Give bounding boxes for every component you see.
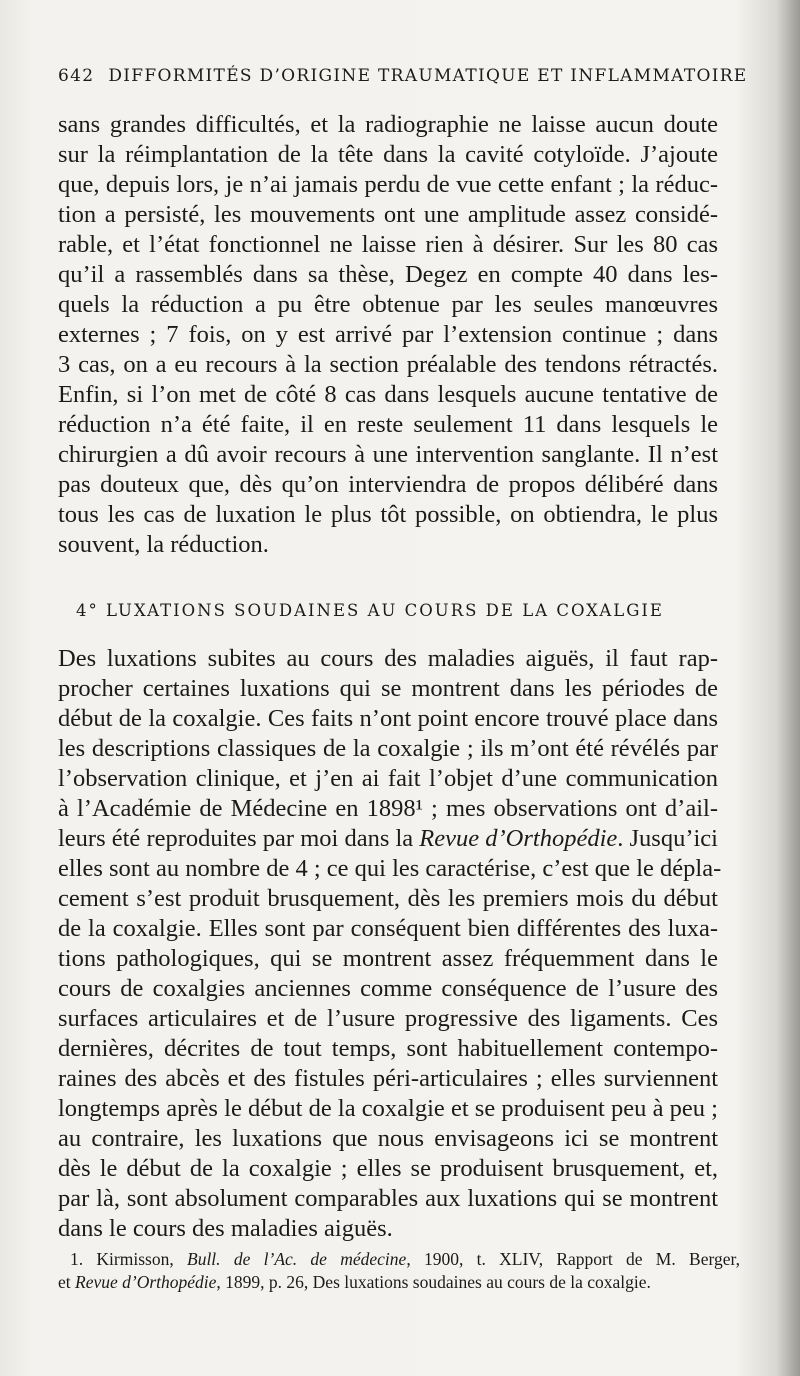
text-line: dès le début de la coxalgie ; elles se produisent brusquement, et, [58, 1155, 718, 1182]
text-line: souvent, la réduction. [58, 531, 269, 558]
text-line: tion a persisté, les mouvements ont une amplitude assez considé- [58, 201, 718, 228]
text-line: les descriptions classiques de la coxalgie ; ils m’ont été révélés par [58, 735, 718, 762]
paragraph-continuation [58, 110, 718, 560]
text-line: rable, et l’état fonctionnel ne laisse rien à désirer. Sur les 80 cas [58, 231, 718, 258]
footnote-line: 1. Kirmisson, Bull. de l’Ac. de médecine, 1900, t. XLIV, Rapport de M. Berger, [70, 1249, 741, 1269]
text-line: cours de coxalgies anciennes comme conséquence de l’usure des [58, 975, 718, 1002]
text-line: réduction n’a été faite, il en reste seulement 11 dans lesquels le [58, 411, 718, 438]
footnote-line: et Revue d’Orthopédie, 1899, p. 26, Des luxations soudaines au cours de la coxalgie. [58, 1272, 651, 1292]
running-header [58, 66, 748, 86]
text-line: chirurgien a dû avoir recours à une intervention sanglante. Il n’est [58, 441, 718, 468]
text-line: procher certaines luxations qui se montrent dans les périodes de [58, 675, 718, 702]
text-line: sans grandes difficultés, et la radiographie ne laisse aucun doute [58, 111, 718, 138]
text-line: que, depuis lors, je n’ai jamais perdu de vue cette enfant ; la réduc- [58, 171, 718, 198]
text-line: dans le cours des maladies aiguës. [58, 1215, 393, 1242]
text-line: pas douteux que, dès qu’on interviendra de propos délibéré dans [58, 471, 718, 498]
text-line: Enfin, si l’on met de côté 8 cas dans lesquels aucune tentative de [58, 381, 718, 408]
text-line: dernières, décrites de tout temps, sont habituellement contempo- [58, 1035, 718, 1062]
text-line: cement s’est produit brusquement, dès les premiers mois du début [58, 885, 718, 912]
text-line: externes ; 7 fois, on y est arrivé par l’extension continue ; dans [58, 321, 718, 348]
text-line: raines des abcès et des fistules péri-articulaires ; elles surviennent [58, 1065, 718, 1092]
text-line: sur la réimplantation de la tête dans la cavité cotyloïde. J’ajoute [58, 141, 718, 168]
text-line: qu’il a rassemblés dans sa thèse, Degez en compte 40 dans les- [58, 261, 718, 288]
text-line: tous les cas de luxation le plus tôt possible, on obtiendra, le plus [58, 501, 718, 528]
text-line: longtemps après le début de la coxalgie et se produisent peu à peu ; [58, 1095, 718, 1122]
footnote-marker: 1. [70, 1249, 84, 1269]
text-line: surfaces articulaires et de l’usure progressive des ligaments. Ces [58, 1005, 718, 1032]
journal-title: Revue d’Orthopédie [419, 825, 618, 852]
text-line: par là, sont absolument comparables aux luxations qui se montrent [58, 1185, 718, 1212]
text-line: tions pathologiques, qui se montrent assez fréquemment dans le [58, 945, 718, 972]
footnote [58, 1248, 740, 1294]
page-number: 642 [58, 66, 95, 86]
running-title: DIFFORMITÉS D’ORIGINE TRAUMATIQUE ET INFLAMMATOIRE [108, 66, 748, 86]
text-line: quels la réduction a pu être obtenue par les seules manœuvres [58, 291, 718, 318]
text-line: Des luxations subites au cours des maladies aiguës, il faut rap- [58, 645, 718, 672]
text-line: à l’Académie de Médecine en 1898¹ ; mes observations ont d’ail- [58, 795, 718, 822]
text-line: l’observation clinique, et j’en ai fait l’objet d’une communication [58, 765, 718, 792]
text-line: 3 cas, on a eu recours à la section préalable des tendons rétractés. [58, 351, 718, 378]
text-line: de la coxalgie. Elles sont par conséquent bien différentes des luxa- [58, 915, 718, 942]
section-heading: 4° LUXATIONS SOUDAINES AU COURS DE LA COXALGIE [76, 601, 664, 620]
text-line: elles sont au nombre de 4 ; ce qui les caractérise, c’est que le dépla- [58, 855, 722, 882]
text-line: début de la coxalgie. Ces faits n’ont point encore trouvé place dans [58, 705, 718, 732]
paragraph-luxations-soudaines [58, 644, 722, 1244]
text-line: au contraire, les luxations que nous envisageons ici se montrent [58, 1125, 718, 1152]
text-line: leurs été reproduites par moi dans la Revue d’Orthopédie. Jusqu’ici [58, 825, 718, 852]
